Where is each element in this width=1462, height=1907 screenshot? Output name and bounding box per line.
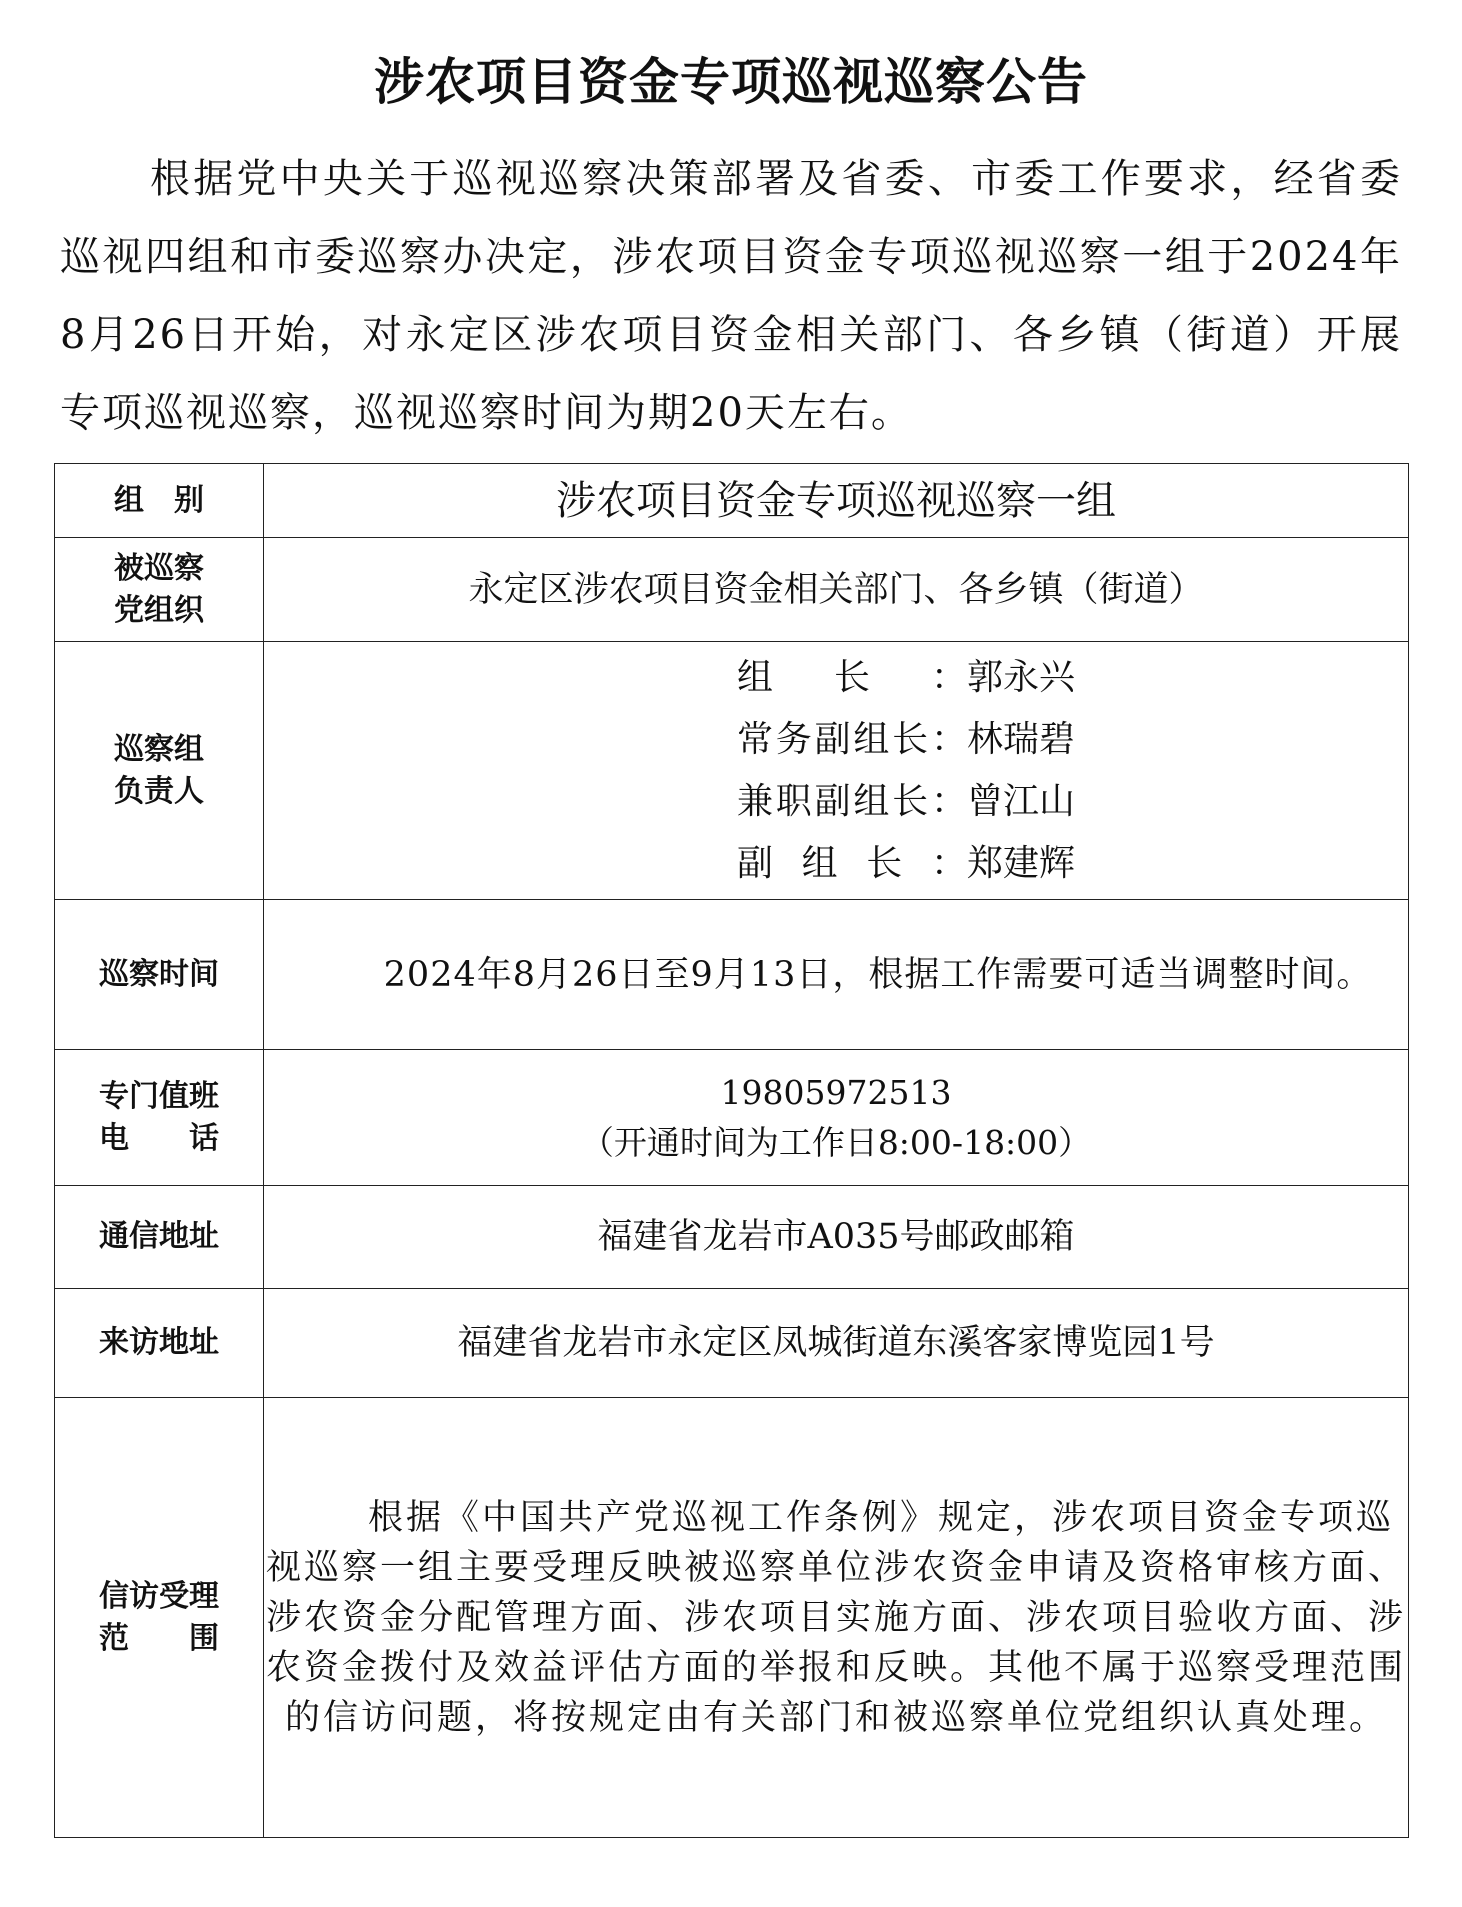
hotline-phone: 19805972513 <box>720 1072 952 1112</box>
label-group: 组 别 <box>55 464 264 538</box>
label-leaders: 巡察组 负责人 <box>55 642 264 900</box>
row-time <box>55 900 1409 1050</box>
hotline-hours: （开通时间为工作日8:00-18:00） <box>580 1122 1092 1162</box>
label-time: 巡察时间 <box>55 900 264 1050</box>
row-inspected-org <box>55 538 1409 642</box>
document-title: 涉农项目资金专项巡视巡察公告 <box>374 53 1088 111</box>
label-visit-address: 来访地址 <box>55 1289 264 1398</box>
label-hotline: 专门值班 电 话 <box>55 1050 264 1186</box>
leader-name: 郭永兴 <box>966 656 1075 698</box>
leader-name: 郑建辉 <box>966 842 1075 884</box>
value-hotline <box>264 1050 1409 1186</box>
leader-name: 曾江山 <box>966 780 1075 822</box>
inspection-info-table <box>54 463 1409 1838</box>
row-scope <box>55 1398 1409 1838</box>
leader-list <box>737 647 1075 895</box>
leader-item-deputy: 副组长：郑建辉 <box>736 842 1075 884</box>
leader-name: 林瑞碧 <box>966 718 1075 760</box>
row-group <box>55 464 1409 538</box>
value-time: 2024年8月26日至9月13日，根据工作需要可适当调整时间。 <box>264 900 1409 1050</box>
label-scope: 信访受理 范 围 <box>55 1398 264 1838</box>
value-mail-address: 福建省龙岩市A035号邮政邮箱 <box>264 1186 1409 1289</box>
label-mail-address: 通信地址 <box>55 1186 264 1289</box>
leader-item-executive-deputy: 常务副组长：林瑞碧 <box>736 718 1075 760</box>
value-group: 涉农项目资金专项巡视巡察一组 <box>264 464 1409 538</box>
row-hotline <box>55 1050 1409 1186</box>
value-scope: 根据《中国共产党巡视工作条例》规定，涉农项目资金专项巡视巡察一组主要受理反映被巡察单位涉农资金申请及资格审核方面、涉农资金分配管理方面、涉农项目实施方面、涉农项目验收方面、涉农资金拨付及效益评估方面的举报和反映。其他不属于巡察受理范围的信访问题，将按规定由有关部门和被巡察单位党组织认真处理。 <box>264 1398 1409 1838</box>
leader-item-leader: 组长：郭永兴 <box>736 656 1075 698</box>
value-visit-address: 福建省龙岩市永定区凤城街道东溪客家博览园1号 <box>264 1289 1409 1398</box>
value-leaders <box>264 642 1409 900</box>
label-inspected-org: 被巡察 党组织 <box>55 538 264 642</box>
row-mail-address <box>55 1186 1409 1289</box>
value-inspected-org: 永定区涉农项目资金相关部门、各乡镇（街道） <box>264 538 1409 642</box>
row-visit-address <box>55 1289 1409 1398</box>
intro-paragraph: 根据党中央关于巡视巡察决策部署及省委、市委工作要求，经省委巡视四组和市委巡察办决定，涉农项目资金专项巡视巡察一组于2024年8月26日开始，对永定区涉农项目资金相关部门、各乡镇（街道）开展专项巡视巡察，巡视巡察时间为期20天左右。 <box>60 156 1402 436</box>
row-leaders <box>55 642 1409 900</box>
leader-item-parttime-deputy: 兼职副组长：曾江山 <box>736 780 1075 822</box>
